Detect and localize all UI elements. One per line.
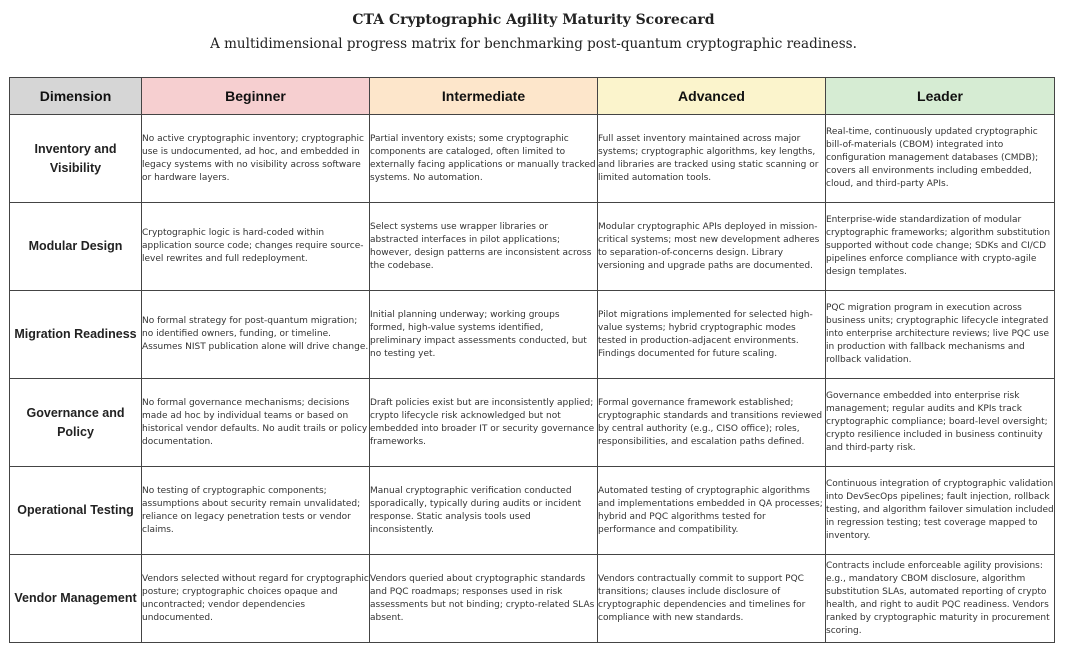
table-row — [10, 203, 1055, 291]
beginner-cell: No formal strategy for post-quantum migration; no identified owners, funding, or timeline. Assumes NIST publication alone will drive change. — [142, 291, 370, 379]
intermediate-cell: Vendors queried about cryptographic standards and PQC roadmaps; responses used in risk assessments but not binding; crypto-related SLAs absent. — [370, 555, 598, 643]
dimension-label: Migration Readiness — [10, 291, 142, 379]
leader-cell: Real-time, continuously updated cryptographic bill-of-materials (CBOM) integrated into configuration management databases (CMDB); covers all environments including embedded, cloud, and third-party APIs. — [826, 115, 1055, 203]
header-advanced: Advanced — [598, 78, 826, 115]
intermediate-cell: Partial inventory exists; some cryptographic components are cataloged, often limited to externally facing applications or manually tracked systems. No automation. — [370, 115, 598, 203]
dimension-label: Inventory and Visibility — [10, 115, 142, 203]
table-row — [10, 115, 1055, 203]
leader-cell: Governance embedded into enterprise risk management; regular audits and KPIs track cryptographic compliance; board-level oversight; crypto resilience included in business continuity and third-party risk. — [826, 379, 1055, 467]
table-row — [10, 467, 1055, 555]
beginner-cell: No active cryptographic inventory; cryptographic use is undocumented, ad hoc, and embedded in legacy systems with no visibility across software or hardware layers. — [142, 115, 370, 203]
beginner-cell: No formal governance mechanisms; decisions made ad hoc by individual teams or based on historical vendor defaults. No audit trails or policy documentation. — [142, 379, 370, 467]
header-beginner: Beginner — [142, 78, 370, 115]
maturity-scorecard-table — [9, 77, 1055, 643]
beginner-cell: Cryptographic logic is hard-coded within application source code; changes require source-level rewrites and full redeployment. — [142, 203, 370, 291]
page-subtitle: A multidimensional progress matrix for benchmarking post-quantum cryptographic readiness. — [210, 36, 857, 52]
leader-cell: Continuous integration of cryptographic validation into DevSecOps pipelines; fault injection, rollback testing, and algorithm failover simulation included in regression testing; test coverage mapped to inventory. — [826, 467, 1055, 555]
intermediate-cell: Draft policies exist but are inconsistently applied; crypto lifecycle risk acknowledged but not embedded into broader IT or security governance frameworks. — [370, 379, 598, 467]
table-row — [10, 291, 1055, 379]
intermediate-cell: Select systems use wrapper libraries or abstracted interfaces in pilot applications; however, design patterns are inconsistent across the codebase. — [370, 203, 598, 291]
advanced-cell: Pilot migrations implemented for selected high-value systems; hybrid cryptographic modes tested in production-adjacent environments. Findings documented for future scaling. — [598, 291, 826, 379]
advanced-cell: Full asset inventory maintained across major systems; cryptographic algorithms, key lengths, and libraries are tracked using static scanning or limited automation tools. — [598, 115, 826, 203]
header-leader: Leader — [826, 78, 1055, 115]
header-row — [10, 78, 1055, 115]
advanced-cell: Vendors contractually commit to support PQC transitions; clauses include disclosure of cryptographic dependencies and timelines for compliance with new standards. — [598, 555, 826, 643]
leader-cell: Enterprise-wide standardization of modular cryptographic frameworks; algorithm substitution supported without code change; SDKs and CI/CD pipelines enforce compliance with crypto-agile design templates. — [826, 203, 1055, 291]
table-row — [10, 379, 1055, 467]
intermediate-cell: Initial planning underway; working groups formed, high-value systems identified, preliminary impact assessments conducted, but no testing yet. — [370, 291, 598, 379]
advanced-cell: Automated testing of cryptographic algorithms and implementations embedded in QA processes; hybrid and PQC algorithms tested for performance and compatibility. — [598, 467, 826, 555]
advanced-cell: Formal governance framework established; cryptographic standards and transitions reviewed by central authority (e.g., CISO office); roles, responsibilities, and escalation paths defined. — [598, 379, 826, 467]
advanced-cell: Modular cryptographic APIs deployed in mission-critical systems; most new development adheres to separation-of-concerns design. Library versioning and upgrade paths are documented. — [598, 203, 826, 291]
header-intermediate: Intermediate — [370, 78, 598, 115]
dimension-label: Operational Testing — [10, 467, 142, 555]
leader-cell: Contracts include enforceable agility provisions: e.g., mandatory CBOM disclosure, algorithm substitution SLAs, automated reporting of crypto health, and right to audit PQC readiness. Vendors ranked by cryptographic maturity in procurement scoring. — [826, 555, 1055, 643]
leader-cell: PQC migration program in execution across business units; cryptographic lifecycle integrated into enterprise architecture reviews; live PQC use in production with fallback mechanisms and rollback validation. — [826, 291, 1055, 379]
dimension-label: Vendor Management — [10, 555, 142, 643]
table-row — [10, 555, 1055, 643]
intermediate-cell: Manual cryptographic verification conducted sporadically, typically during audits or incident response. Static analysis tools used inconsistently. — [370, 467, 598, 555]
dimension-label: Modular Design — [10, 203, 142, 291]
header-dimension: Dimension — [10, 78, 142, 115]
dimension-label: Governance and Policy — [10, 379, 142, 467]
beginner-cell: Vendors selected without regard for cryptographic posture; cryptographic choices opaque and uncontracted; vendor dependencies undocumented. — [142, 555, 370, 643]
page-title: CTA Cryptographic Agility Maturity Scorecard — [352, 12, 715, 28]
beginner-cell: No testing of cryptographic components; assumptions about security remain unvalidated; reliance on legacy penetration tests or vendor claims. — [142, 467, 370, 555]
